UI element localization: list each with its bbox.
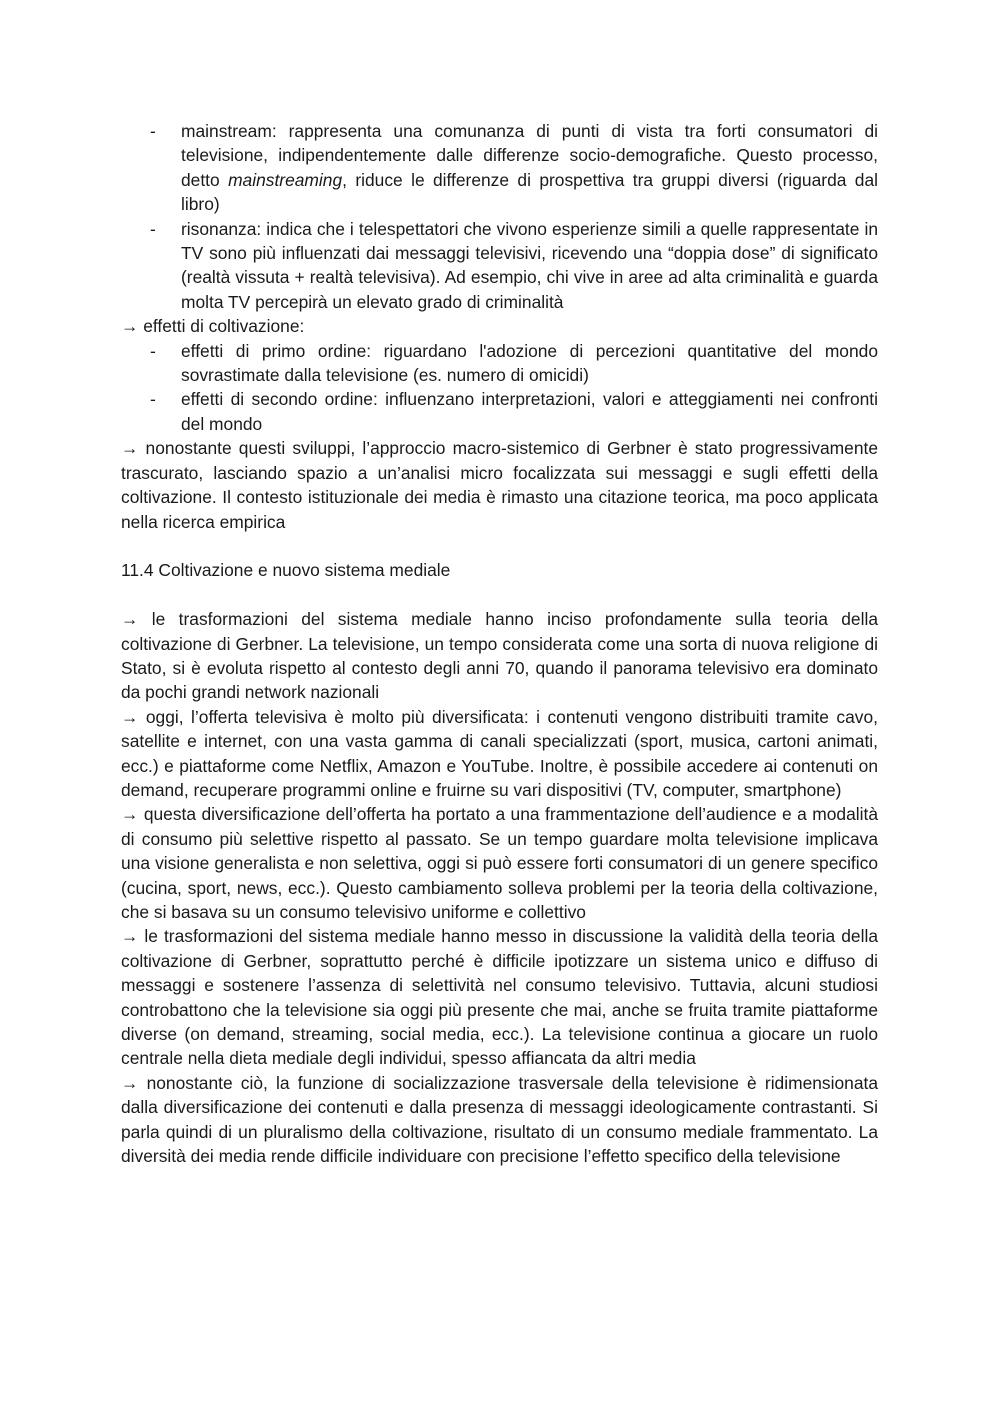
list-item-text: effetti di primo ordine: riguardano l'adozione di percezioni quantitative del mondo sovrastimate dalla televisione (es. numero di omicidi)	[181, 340, 878, 386]
list-bullet: -	[150, 218, 156, 239]
list-bullet: -	[150, 389, 156, 410]
spacer	[121, 583, 878, 607]
list-item-mainstream	[150, 119, 878, 217]
paragraph-gerbner-approach: → nonostante questi sviluppi, l’approccio macro-sistemico di Gerbner è stato progressivamente trascurato, lasciando spazio a un’analisi micro focalizzata sui messaggi e sugli effetti della coltivazione. Il contesto istituzionale dei media è rimasto una citazione teorica, ma poco applicata nella ricerca empirica	[121, 438, 878, 532]
spacer	[121, 534, 878, 558]
body-paragraph: → le trasformazioni del sistema mediale hanno inciso profondamente sulla teoria della coltivazione di Gerbner. La televisione, un tempo considerata come una sorta di nuova religione di Stato, si è evoluta rispetto al contesto degli anni 70, quando il panorama televisivo era dominato da pochi grandi network nazionali	[121, 609, 878, 703]
list-bullet: -	[150, 121, 156, 141]
list-item-text: , riduce le differenze di prospettiva tra gruppi diversi (riguarda dal libro)	[181, 169, 878, 215]
list-bullet: -	[150, 340, 156, 361]
list-item-second-order	[150, 387, 878, 436]
section-title: 11.4 Coltivazione e nuovo sistema mediale	[121, 560, 451, 581]
body-paragraph: → le trasformazioni del sistema mediale hanno messo in discussione la validità della teoria della coltivazione di Gerbner, soprattutto perché è difficile ipotizzare un sistema unico e diffuso di messaggi e sostenere l’assenza di selettività nel consumo televisivo. Tuttavia, alcuni studiosi controbattono che la televisione sia oggi più presente che mai, anche se fruita tramite piattaforme diverse (on demand, streaming, social media, ecc.). La televisione continua a giocare un ruolo centrale nella dieta mediale degli individui, spesso affiancata da altri media	[121, 926, 878, 1069]
list-item-text: effetti di secondo ordine: influenzano interpretazioni, valori e atteggiamenti nei confronti del mondo	[181, 389, 878, 434]
list-item-first-order	[150, 339, 878, 388]
body-paragraph: → questa diversificazione dell’offerta ha portato a una frammentazione dell’audience e a modalità di consumo più selettive rispetto al passato. Se un tempo guardare molta televisione implicava una visione generalista e non selettiva, oggi si può essere forti consumatori di un genere specifico (cucina, sport, news, ecc.). Questo cambiamento solleva problemi per la teoria della coltivazione, che si basava su un consumo televisivo uniforme e collettivo	[121, 804, 878, 922]
emphasis-text: mainstreaming	[228, 169, 343, 190]
document-page	[121, 119, 878, 1168]
body-paragraph: → nonostante ciò, la funzione di socializzazione trasversale della televisione è ridimensionata dalla diversificazione dei contenuti e dalla presenza di messaggi ideologicamente contrastanti. Si parla quindi di un pluralismo della coltivazione, risultato di un consumo mediale frammentato. La diversità dei media rende difficile individuare con precisione l’effetto specifico della televisione	[121, 1072, 878, 1167]
cultivation-effects-list	[121, 339, 878, 437]
list-item-text: mainstream: rappresenta una comunanza di punti di vista tra forti consumatori di televisione, indipendentemente dalle differenze socio-demografiche. Questo processo, detto	[181, 121, 878, 190]
list-item-risonanza	[150, 217, 878, 315]
effects-heading: → effetti di coltivazione:	[121, 316, 305, 337]
list-item-text: risonanza: indica che i telespettatori che vivono esperienze simili a quelle rappresentate in TV sono più influenzati dai messaggi televisivi, ricevendo una “doppia dose” di significato (realtà vissuta + realtà televisiva). Ad esempio, chi vive in aree ad alta criminalità e guarda molta TV percepirà un elevato grado di criminalità	[181, 218, 878, 312]
cultivation-mechanisms-list	[121, 119, 878, 314]
body-paragraph: → oggi, l’offerta televisiva è molto più diversificata: i contenuti vengono distribuiti tramite cavo, satellite e internet, con una vasta gamma di canali specializzati (sport, musica, cartoni animati, ecc.) e piattaforme come Netflix, Amazon e YouTube. Inoltre, è possibile accedere ai contenuti on demand, recuperare programmi online e fruirne su vari dispositivi (TV, computer, smartphone)	[121, 706, 878, 800]
